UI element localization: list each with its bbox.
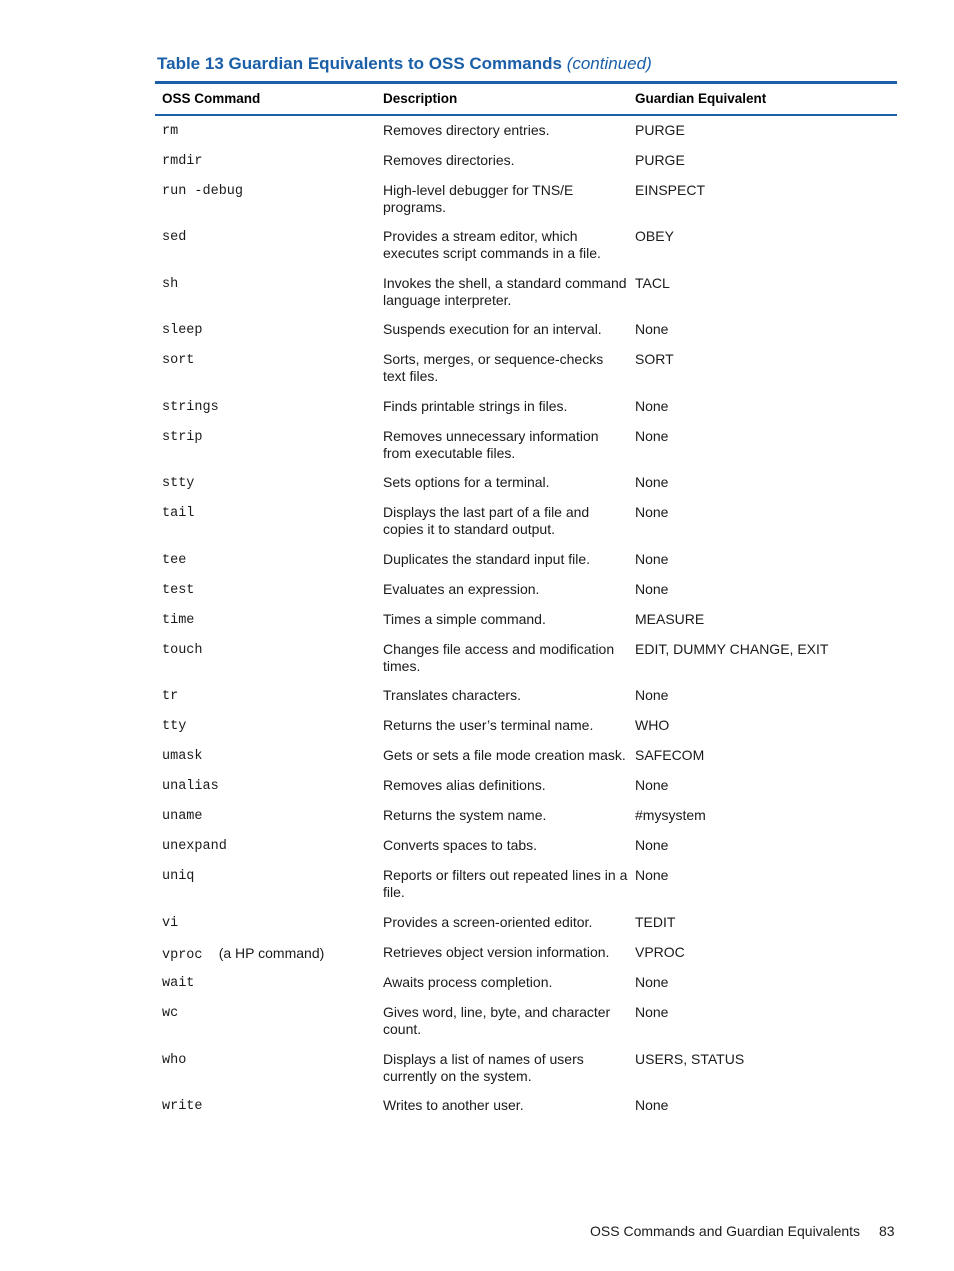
- oss-command: rm: [162, 124, 179, 139]
- oss-command-cell: [162, 915, 178, 932]
- oss-command: wc: [162, 1006, 179, 1021]
- description-cell: Evaluates an expression.: [383, 581, 540, 597]
- guardian-equivalent-cell: None: [635, 1097, 669, 1113]
- oss-command-cell: [162, 1052, 186, 1069]
- description-cell: Gives word, line, byte, and character count.: [383, 1004, 611, 1037]
- guardian-equivalent-cell: USERS, STATUS: [635, 1051, 745, 1067]
- guardian-equivalent-cell: WHO: [635, 717, 670, 733]
- guardian-equivalent-cell: EINSPECT: [635, 182, 706, 198]
- description-cell: Displays the last part of a file and copies it to standard output.: [383, 504, 590, 537]
- oss-command-cell: [162, 945, 324, 964]
- oss-command: sh: [162, 277, 179, 292]
- oss-command: unexpand: [162, 839, 227, 854]
- guardian-equivalent-cell: #mysystem: [635, 807, 706, 823]
- oss-command-cell: [162, 429, 203, 446]
- description-cell: Removes directory entries.: [383, 122, 550, 138]
- oss-command: tty: [162, 719, 187, 734]
- header-oss-command: OSS Command: [162, 91, 261, 106]
- description-cell: Finds printable strings in files.: [383, 398, 568, 414]
- guardian-equivalent-cell: TEDIT: [635, 914, 676, 930]
- oss-command: vi: [162, 916, 179, 931]
- description-cell: Provides a screen-oriented editor.: [383, 914, 593, 930]
- caption-title: Table 13 Guardian Equivalents to OSS Commands: [157, 54, 562, 73]
- oss-command: uniq: [162, 869, 195, 884]
- oss-command-cell: [162, 552, 186, 569]
- description-cell: Removes unnecessary information from executable files.: [383, 428, 599, 461]
- description-cell: High-level debugger for TNS/E programs.: [383, 182, 574, 215]
- description-cell: Provides a stream editor, which executes script commands in a file.: [383, 228, 601, 261]
- header-guardian-equivalent: Guardian Equivalent: [635, 91, 767, 106]
- guardian-equivalent-cell: None: [635, 867, 669, 883]
- description-cell: Converts spaces to tabs.: [383, 837, 538, 853]
- oss-command-cell: [162, 612, 194, 629]
- guardian-equivalent-cell: None: [635, 974, 669, 990]
- guardian-equivalent-cell: OBEY: [635, 228, 674, 244]
- oss-command-cell: [162, 838, 227, 855]
- description-cell: Writes to another user.: [383, 1097, 524, 1113]
- oss-command: uname: [162, 809, 203, 824]
- oss-command: tee: [162, 553, 187, 568]
- oss-command-cell: [162, 718, 186, 735]
- oss-command-cell: [162, 276, 178, 293]
- guardian-equivalent-cell: VPROC: [635, 944, 685, 960]
- oss-command-cell: [162, 642, 203, 659]
- oss-command: unalias: [162, 779, 219, 794]
- oss-command-cell: [162, 229, 186, 246]
- description-cell: Retrieves object version information.: [383, 944, 610, 960]
- guardian-equivalent-cell: PURGE: [635, 122, 685, 138]
- oss-command: test: [162, 583, 195, 598]
- oss-command: rmdir: [162, 154, 203, 169]
- table-top-rule: [155, 81, 897, 84]
- description-cell: Returns the system name.: [383, 807, 547, 823]
- page-number: 83: [879, 1223, 895, 1239]
- guardian-equivalent-cell: SORT: [635, 351, 674, 367]
- guardian-equivalent-cell: TACL: [635, 275, 670, 291]
- oss-command-cell: [162, 322, 203, 339]
- table-caption: [157, 54, 652, 74]
- oss-command: sleep: [162, 323, 203, 338]
- guardian-equivalent-cell: SAFECOM: [635, 747, 705, 763]
- description-cell: Displays a list of names of users currently on the system.: [383, 1051, 584, 1084]
- oss-command-cell: [162, 1098, 203, 1115]
- description-cell: Awaits process completion.: [383, 974, 553, 990]
- oss-command-cell: [162, 582, 194, 599]
- guardian-equivalent-cell: None: [635, 837, 669, 853]
- oss-command-cell: [162, 183, 243, 200]
- guardian-equivalent-cell: None: [635, 687, 669, 703]
- oss-command: vproc: [162, 948, 203, 963]
- oss-command: stty: [162, 476, 195, 491]
- oss-command: write: [162, 1099, 203, 1114]
- oss-command: tr: [162, 689, 179, 704]
- description-cell: Reports or filters out repeated lines in a file.: [383, 867, 628, 900]
- oss-command-cell: [162, 505, 194, 522]
- description-cell: Duplicates the standard input file.: [383, 551, 591, 567]
- description-cell: Sorts, merges, or sequence-checks text files.: [383, 351, 604, 384]
- footer-section-title: OSS Commands and Guardian Equivalents: [590, 1223, 861, 1239]
- description-cell: Removes directories.: [383, 152, 515, 168]
- description-cell: Returns the user’s terminal name.: [383, 717, 594, 733]
- oss-command-cell: [162, 1005, 178, 1022]
- guardian-equivalent-cell: MEASURE: [635, 611, 705, 627]
- guardian-equivalent-cell: None: [635, 581, 669, 597]
- oss-command-cell: [162, 808, 203, 825]
- guardian-equivalent-cell: None: [635, 1004, 669, 1020]
- guardian-equivalent-cell: None: [635, 504, 669, 520]
- oss-command-cell: [162, 475, 194, 492]
- description-cell: Removes alias definitions.: [383, 777, 546, 793]
- guardian-equivalent-cell: PURGE: [635, 152, 685, 168]
- description-cell: Gets or sets a file mode creation mask.: [383, 747, 626, 763]
- guardian-equivalent-cell: None: [635, 777, 669, 793]
- oss-command: run -debug: [162, 184, 244, 199]
- guardian-equivalent-cell: EDIT, DUMMY CHANGE, EXIT: [635, 641, 829, 657]
- oss-command: touch: [162, 643, 203, 658]
- oss-command-cell: [162, 868, 194, 885]
- oss-command-cell: [162, 123, 178, 140]
- oss-command-cell: [162, 778, 219, 795]
- oss-command-cell: [162, 748, 203, 765]
- caption-continued: (continued): [566, 54, 652, 73]
- oss-command-cell: [162, 352, 194, 369]
- oss-command-cell: [162, 688, 178, 705]
- table-header-rule: [155, 114, 897, 116]
- oss-command: sed: [162, 230, 187, 245]
- description-cell: Suspends execution for an interval.: [383, 321, 602, 337]
- description-cell: Translates characters.: [383, 687, 521, 703]
- guardian-equivalent-cell: None: [635, 398, 669, 414]
- guardian-equivalent-cell: None: [635, 321, 669, 337]
- oss-command-cell: [162, 975, 194, 992]
- description-cell: Times a simple command.: [383, 611, 546, 627]
- oss-command-cell: [162, 399, 219, 416]
- oss-command-cell: [162, 153, 203, 170]
- oss-command: time: [162, 613, 195, 628]
- oss-command: sort: [162, 353, 195, 368]
- oss-command-note: (a HP command): [218, 945, 325, 961]
- guardian-equivalent-cell: None: [635, 551, 669, 567]
- description-cell: Invokes the shell, a standard command language interpreter.: [383, 275, 627, 308]
- guardian-equivalent-cell: None: [635, 474, 669, 490]
- oss-command: strip: [162, 430, 203, 445]
- oss-command: tail: [162, 506, 195, 521]
- oss-command: umask: [162, 749, 203, 764]
- oss-command: who: [162, 1053, 187, 1068]
- description-cell: Sets options for a terminal.: [383, 474, 550, 490]
- header-description: Description: [383, 91, 458, 106]
- oss-command: strings: [162, 400, 219, 415]
- oss-command: wait: [162, 976, 195, 991]
- description-cell: Changes file access and modification times.: [383, 641, 615, 674]
- guardian-equivalent-cell: None: [635, 428, 669, 444]
